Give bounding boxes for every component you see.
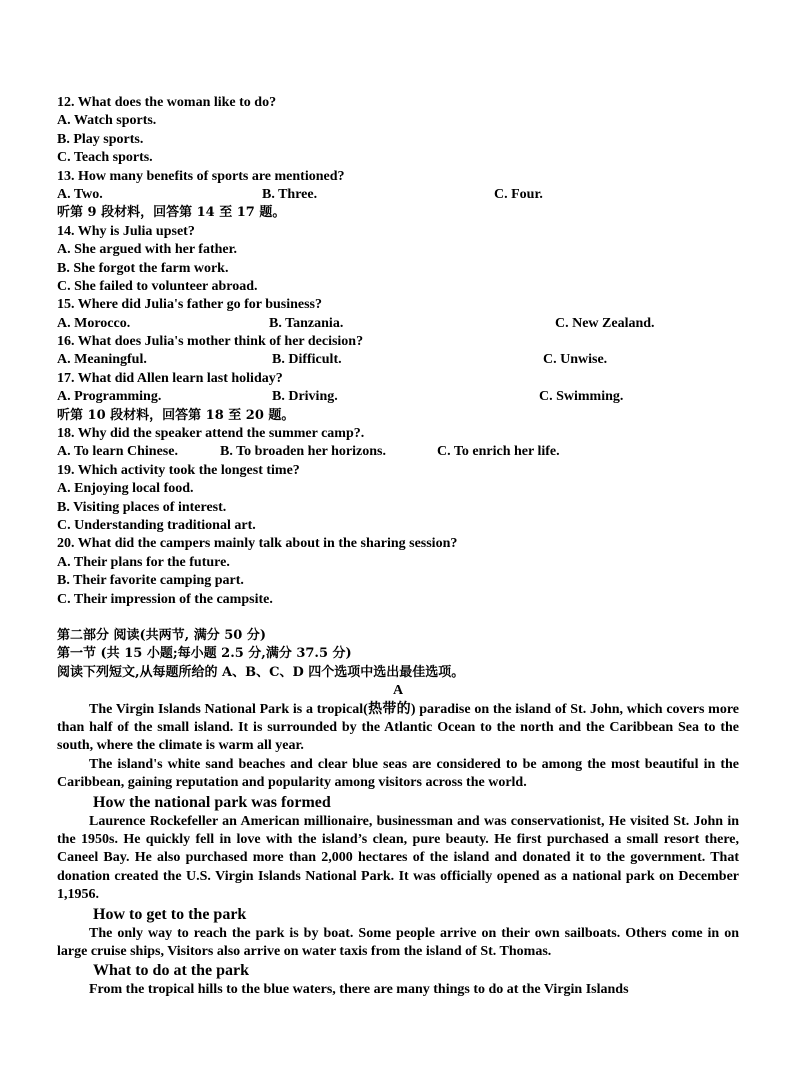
part-title: 第二部分 阅读(共两节, 满分 50 分)	[57, 627, 267, 643]
option-14a: A. She argued with her father.	[57, 242, 238, 258]
option-13c: C. Four.	[494, 186, 543, 202]
question-17: 17. What did Allen learn last holiday?	[57, 370, 283, 386]
exam-page	[57, 94, 739, 1000]
options-15	[57, 315, 739, 333]
question-16: 16. What does Julia's mother think of her decision?	[57, 334, 364, 350]
options-13	[57, 186, 739, 204]
option-16a: A. Meaningful.	[57, 352, 147, 368]
paragraph-2: The island's white sand beaches and clear blue seas are considered to be among the most beautiful in the Caribbean, gaining reputation and popularity among visitors across the world.	[57, 756, 739, 791]
option-20c: C. Their impression of the campsite.	[57, 591, 273, 607]
paragraph-5: From the tropical hills to the blue waters, there are many things to do at the Virgin Islands	[89, 982, 629, 998]
option-15b: B. Tanzania.	[269, 315, 344, 331]
question-15: 15. Where did Julia's father go for business?	[57, 297, 323, 313]
option-17a: A. Programming.	[57, 389, 162, 405]
paragraph-4: The only way to reach the park is by boat. Some people arrive on their own sailboats. Others come in on large cruise ships, Visitors also arrive on water taxis from the island of St. Thomas.	[57, 925, 739, 959]
option-18c: C. To enrich her life.	[437, 444, 560, 460]
option-14c: C. She failed to volunteer abroad.	[57, 278, 258, 294]
question-12: 12. What does the woman like to do?	[57, 95, 277, 110]
option-19a: A. Enjoying local food.	[57, 481, 194, 497]
option-17b: B. Driving.	[272, 389, 338, 405]
question-18: 18. Why did the speaker attend the summer camp?.	[57, 426, 365, 442]
option-17c: C. Swimming.	[539, 389, 624, 405]
instruction-10: 听第 10 段材料，回答第 18 至 20 题。	[57, 407, 295, 423]
option-16b: B. Difficult.	[272, 352, 342, 368]
option-12b: B. Play sports.	[57, 131, 144, 147]
paragraph-1: The Virgin Islands National Park is a tropical(热带的) paradise on the island of St. John, which covers more than half of the small island. It is surrounded by the Atlantic Ocean to the north and the Caribbean Sea to the south, where the climate is warm all year.	[57, 701, 739, 754]
options-17	[57, 388, 739, 406]
option-14b: B. She forgot the farm work.	[57, 260, 229, 276]
heading-formed: How the national park was formed	[93, 793, 331, 811]
option-13b: B. Three.	[262, 186, 318, 202]
question-14: 14. Why is Julia upset?	[57, 223, 195, 239]
heading-get-there: How to get to the park	[93, 905, 247, 923]
option-12a: A. Watch sports.	[57, 113, 157, 129]
instruction-9: 听第 9 段材料，回答第 14 至 17 题。	[57, 205, 286, 221]
heading-what-to-do: What to do at the park	[93, 962, 250, 980]
option-15a: A. Morocco.	[57, 315, 131, 331]
options-18	[57, 443, 739, 461]
option-15c: C. New Zealand.	[555, 315, 655, 331]
option-20a: A. Their plans for the future.	[57, 554, 230, 570]
option-19c: C. Understanding traditional art.	[57, 517, 256, 533]
option-12c: C. Teach sports.	[57, 150, 153, 166]
option-20b: B. Their favorite camping part.	[57, 573, 244, 589]
option-18a: A. To learn Chinese.	[57, 444, 178, 460]
passage-label: A	[392, 683, 404, 699]
option-19b: B. Visiting places of interest.	[57, 499, 227, 515]
option-16c: C. Unwise.	[543, 352, 608, 368]
option-18b: B. To broaden her horizons.	[220, 444, 386, 460]
option-13a: A. Two.	[57, 186, 103, 202]
options-16	[57, 351, 739, 369]
question-19: 19. Which activity took the longest time?	[57, 462, 300, 478]
question-20: 20. What did the campers mainly talk about in the sharing session?	[57, 536, 458, 552]
question-13: 13. How many benefits of sports are mentioned?	[57, 168, 345, 184]
paragraph-3: Laurence Rockefeller an American millionaire, businessman and was conservationist, He visited St. John in the 1950s. He quickly fell in love with the island’s clean, pure beauty. He first purchased a small resort there, Caneel Bay. He also purchased more than 2,000 hectares of the island and donated it to the government. That donation created the U.S. Virgin Islands National Park. It was officially opened as a national park on December 1,1956.	[57, 813, 739, 903]
reading-instruction: 阅读下列短文,从每题所给的 A、B、C、D 四个选项中选出最佳选项。	[57, 664, 465, 680]
section-title: 第一节 (共 15 小题;每小题 2.5 分,满分 37.5 分)	[57, 646, 352, 662]
